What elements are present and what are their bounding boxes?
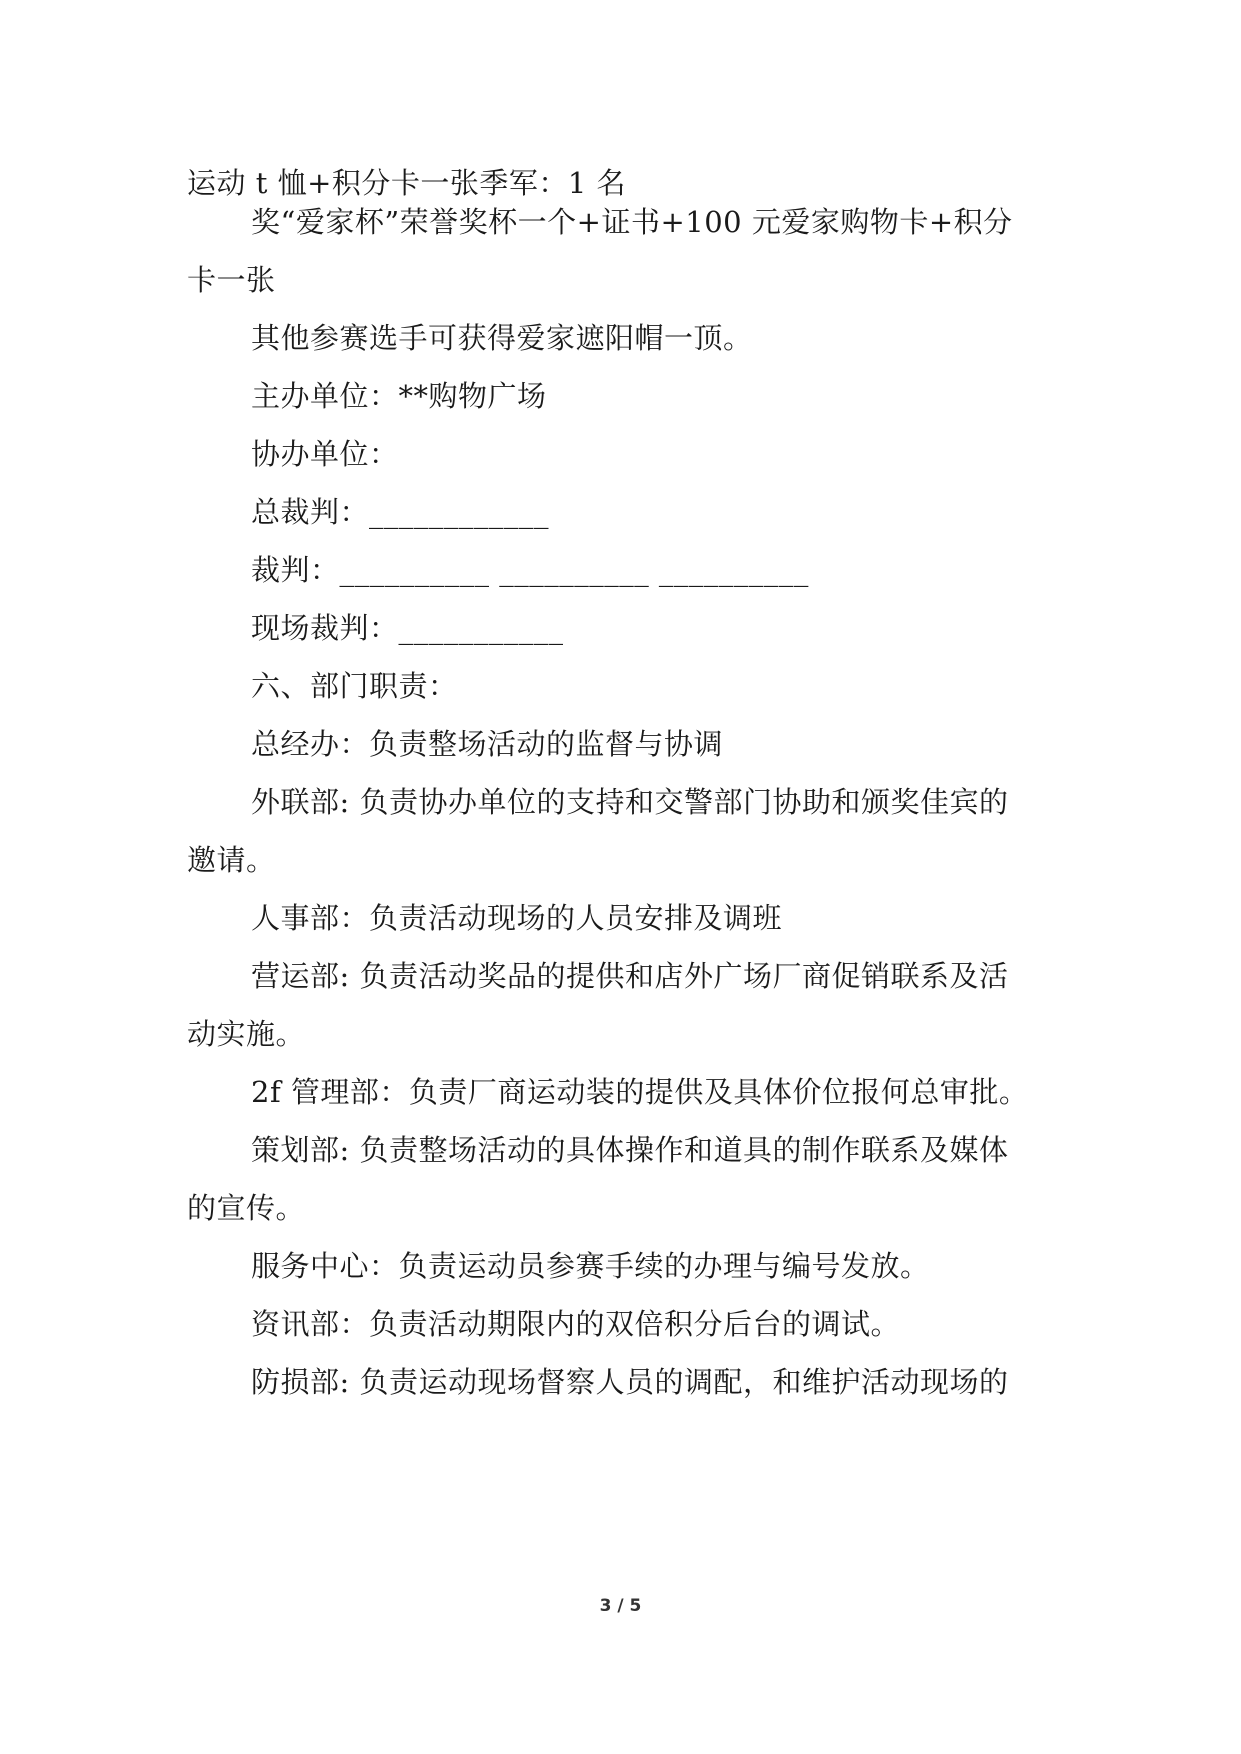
text-line-2: 奖“爱家杯”荣誉奖杯一个+证书+100 元爱家购物卡+积分: [251, 205, 1013, 239]
text-line-6: 协办单位：: [251, 437, 399, 471]
text-line-17: 2f 管理部：负责厂商运动装的提供及具体价位报何总审批。: [251, 1075, 1029, 1109]
page-number: 3 / 5: [599, 1596, 642, 1616]
text-line-21: 资讯部：负责活动期限内的双倍积分后台的调试。: [251, 1307, 901, 1341]
text-line-19: 的宣传。: [187, 1191, 306, 1225]
text-line-4: 其他参赛选手可获得爱家遮阳帽一顶。: [251, 321, 753, 355]
text-line-22: 防损部: 负责运动现场督察人员的调配，和维护活动现场的: [251, 1365, 1009, 1399]
text-line-14: 人事部：负责活动现场的人员安排及调班: [251, 901, 783, 935]
text-line-3: 卡一张: [187, 263, 276, 297]
text-line-12: 外联部: 负责协办单位的支持和交警部门协助和颁奖佳宾的: [251, 785, 1009, 819]
text-line-8: 裁判：__________ __________ __________: [251, 553, 809, 587]
text-line-9: 现场裁判：___________: [251, 611, 564, 645]
text-line-7: 总裁判：____________: [251, 495, 550, 529]
text-line-5: 主办单位：**购物广场: [251, 379, 547, 413]
text-line-11: 总经办：负责整场活动的监督与协调: [251, 727, 724, 761]
text-line-10: 六、部门职责：: [251, 669, 458, 703]
text-line-18: 策划部: 负责整场活动的具体操作和道具的制作联系及媒体: [251, 1133, 1009, 1167]
text-line-13: 邀请。: [187, 843, 276, 877]
text-line-15: 营运部: 负责活动奖品的提供和店外广场厂商促销联系及活: [251, 959, 1009, 993]
text-line-1: 运动 t 恤+积分卡一张季军：1 名: [187, 166, 627, 200]
text-line-20: 服务中心：负责运动员参赛手续的办理与编号发放。: [251, 1249, 930, 1283]
text-line-16: 动实施。: [187, 1017, 306, 1051]
